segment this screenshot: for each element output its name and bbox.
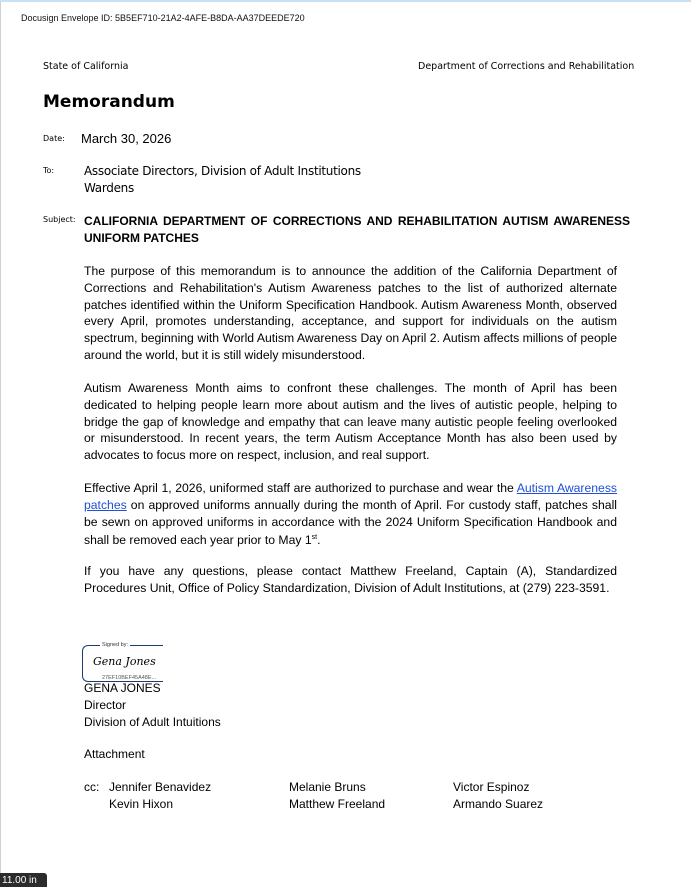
p3-text: on approved uniforms annually during the month of April. For custody staff, patches shall be sewn on approved uniforms in accordance with the 2024 Uniform Specification Handbook and shall be removed each year prior to May 1 <box>84 497 617 548</box>
to-recipients <box>84 163 361 197</box>
signature-block <box>84 680 221 731</box>
autism-awareness-patches-link[interactable]: Autism Awareness patches <box>84 481 618 512</box>
cc-name: Matthew Freeland <box>289 797 386 811</box>
cc-name: Jennifer Benavidez <box>109 780 212 794</box>
to-line: Associate Directors, Division of Adult Institutions <box>84 164 361 178</box>
p3-text: Effective April 1, 2026, uniformed staff are authorized to purchase and wear the <box>84 481 517 495</box>
signed-by-label: Signed by: <box>102 642 128 648</box>
viewer-top-border <box>0 0 691 2</box>
memo-title: Memorandum <box>43 92 175 112</box>
body-paragraph-4: If you have any questions, please contact Matthew Freeland, Captain (A), Standardized Procedures Unit, Office of Policy Standardization, Division of Adult Institutions, at (279) 223-3591. <box>84 564 617 595</box>
p3-superscript: st <box>311 534 318 542</box>
state-label: State of California <box>43 61 129 72</box>
subject-label: Subject: <box>43 215 76 224</box>
signer-division: Division of Adult Intuitions <box>84 715 221 729</box>
cc-label: cc: <box>84 780 100 794</box>
date-label: Date: <box>43 134 65 143</box>
attachment-label: Attachment <box>84 747 145 761</box>
department-label: Department of Corrections and Rehabilitation <box>418 61 635 72</box>
cc-name: Armando Suarez <box>453 797 544 811</box>
signer-id: 27EF10BEF45A48E... <box>102 675 157 681</box>
page-size-badge: 11.00 in <box>0 873 47 887</box>
body-paragraph-1: The purpose of this memorandum is to announce the addition of the California Department of Corrections and Rehabilitation's Autism Awareness patches to the list of authorized alternate patches identified within the Uniform Specification Handbook. Autism Awareness Month, observed every April, promotes understanding, acceptance, and support for individuals on the autism spectrum, beginning with World Autism Awareness Day on April 2. Autism affects millions of people around the world, but it is still widely misunderstood. <box>84 264 617 362</box>
to-label: To: <box>43 166 55 175</box>
to-line: Wardens <box>84 181 134 195</box>
p3-text: . <box>317 533 321 548</box>
signer-name: GENA JONES <box>84 681 161 695</box>
page-left-edge <box>0 2 1 887</box>
cc-name: Victor Espinoz <box>453 780 530 794</box>
body-paragraph-2: Autism Awareness Month aims to confront these challenges. The month of April has been dedicated to helping people learn more about autism and the lives of autistic people, helping to bridge the gap of knowledge and empathy that can leave many autistic people feeling overlooked or misunderstood. In recent years, the term Autism Acceptance Month has also been used by advocates to focus more on respect, inclusion, and real support. <box>84 381 617 463</box>
body-paragraph-3 <box>84 480 617 549</box>
signer-role: Director <box>84 698 127 712</box>
cc-name: Melanie Bruns <box>289 780 366 794</box>
signature-image: Gena Jones <box>93 655 156 668</box>
cc-name: Kevin Hixon <box>109 797 174 811</box>
date-value: March 30, 2026 <box>81 131 172 146</box>
docusign-envelope-id: Docusign Envelope ID: 5B5EF710-21A2-4AFE-B8DA-AA37DEEDE720 <box>21 13 305 23</box>
subject-value: CALIFORNIA DEPARTMENT OF CORRECTIONS AND REHABILITATION AUTISM AWARENESS UNIFORM PATCHES <box>84 214 630 245</box>
